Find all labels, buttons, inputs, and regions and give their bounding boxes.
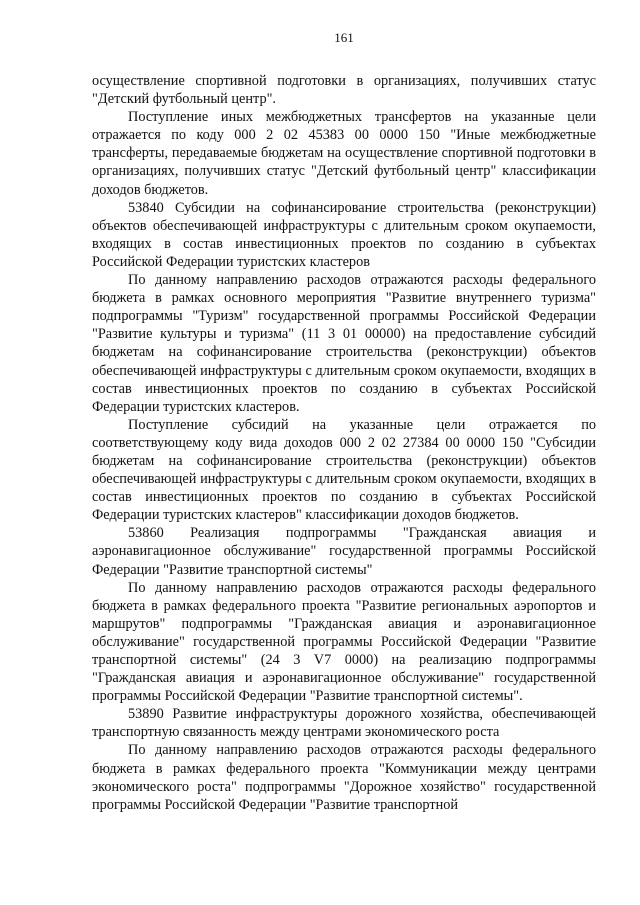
paragraph-53840-expenses: По данному направлению расходов отражаются расходы федерального бюджета в рамках основного мероприятия "Развитие внутреннего туризма" подпрограммы "Туризм" государственной программы Российской Федерации "Развитие культуры и туризма" (11 3 01 00000) на предоставление субсидий бюджетам на софинансирование строительства (реконструкции) объектов обеспечивающей инфраструктуры с длительным сроком окупаемости, входящих в состав инвестиционных проектов по созданию в субъектах Российской Федерации туристских кластеров. [92,272,596,415]
paragraph-53840-income: Поступление субсидий на указанные цели отражается по соответствующему коду вида доходов 000 2 02 27384 00 0000 150 "Субсидии бюджетам на софинансирование строительства (реконструкции) объектов обеспечивающей инфраструктуры с длительным сроком окупаемости, входящих в состав инвестиционных проектов по созданию в субъектах Российской Федерации туристских кластеров" классификации доходов бюджетов. [92,416,596,524]
paragraph-53860-expenses: По данному направлению расходов отражаются расходы федерального бюджета в рамках федерального проекта "Развитие региональных аэропортов и маршрутов" подпрограммы "Гражданская авиация и аэронавигационное обслуживание" государственной программы Российской Федерации "Развитие транспортной системы" (24 3 V7 0000) на реализацию подпрограммы "Гражданская авиация и аэронавигационное обслуживание" государственной программы Российской Федерации "Развитие транспортной системы". [92,579,596,705]
paragraph-53890-expenses: По данному направлению расходов отражаются расходы федерального бюджета в рамках федерального проекта "Коммуникации между центрами экономического роста" подпрограммы "Дорожное хозяйство" государственной программы Российской Федерации "Развитие транспортной [92,742,596,813]
section-heading-53890: 53890 Развитие инфраструктуры дорожного хозяйства, обеспечивающей транспортную связанность между центрами экономического роста [92,706,596,741]
section-heading-53860: 53860 Реализация подпрограммы "Гражданская авиация и аэронавигационное обслуживание" государственной программы Российской Федерации "Развитие транспортной системы" [92,525,596,578]
paragraph-transfers-income: Поступление иных межбюджетных трансфертов на указанные цели отражается по коду 000 2 02 45383 00 0000 150 "Иные межбюджетные трансферты, передаваемые бюджетам на осуществление спортивной подготовки в организациях, получивших статус "Детский футбольный центр" классификации доходов бюджетов. [92,109,596,198]
paragraph-continuation: осуществление спортивной подготовки в организациях, получивших статус "Детский футбольный центр". [92,73,596,108]
page-number: 161 [334,30,354,45]
section-heading-53840: 53840 Субсидии на софинансирование строительства (реконструкции) объектов обеспечивающей инфраструктуры с длительным сроком окупаемости, входящих в состав инвестиционных проектов по созданию в субъектах Российской Федерации туристских кластеров [92,199,596,270]
document-page [92,30,596,814]
